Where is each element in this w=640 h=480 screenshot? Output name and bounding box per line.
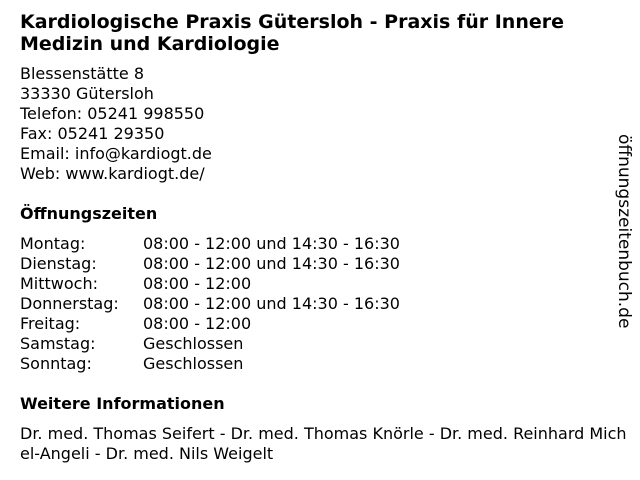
hours-row-wednesday: [20, 274, 400, 294]
hours-row-tuesday: [20, 254, 400, 274]
address-block: [20, 64, 212, 184]
website-address: Web: www.kardiogt.de/: [20, 164, 205, 183]
day-label: Sonntag:: [20, 354, 92, 373]
email-address: Email: info@kardiogt.de: [20, 144, 212, 163]
time-value: Geschlossen: [143, 354, 244, 373]
day-label: Donnerstag:: [20, 294, 119, 313]
hours-row-monday: [20, 234, 400, 254]
time-value: 08:00 - 12:00: [143, 274, 252, 293]
day-label: Samstag:: [20, 334, 96, 353]
day-label: Freitag:: [20, 314, 81, 333]
page-title: Kardiologische Praxis Gütersloh - Praxis für Innere Medizin und Kardiologie: [20, 11, 564, 55]
time-value: 08:00 - 12:00 und 14:30 - 16:30: [143, 234, 400, 253]
time-value: 08:00 - 12:00 und 14:30 - 16:30: [143, 294, 400, 313]
further-info-heading: Weitere Informationen: [20, 394, 225, 413]
time-value: Geschlossen: [143, 334, 244, 353]
watermark-text: öffnungszeitenbuch.de: [614, 134, 634, 329]
day-label: Montag:: [20, 234, 86, 253]
time-value: 08:00 - 12:00: [143, 314, 252, 333]
hours-row-thursday: [20, 294, 400, 314]
phone-number: Telefon: 05241 998550: [20, 104, 205, 123]
city-address: 33330 Gütersloh: [20, 84, 154, 103]
day-label: Mittwoch:: [20, 274, 98, 293]
opening-hours-heading: Öffnungszeiten: [20, 204, 158, 223]
time-value: 08:00 - 12:00 und 14:30 - 16:30: [143, 254, 400, 273]
opening-hours-table: [20, 234, 400, 374]
fax-number: Fax: 05241 29350: [20, 124, 165, 143]
hours-row-friday: [20, 314, 400, 334]
street-address: Blessenstätte 8: [20, 64, 144, 83]
hours-row-saturday: [20, 334, 400, 354]
further-info-text: Dr. med. Thomas Seifert - Dr. med. Thomas Knörle - Dr. med. Reinhard Michel-Angeli - Dr. med. Nils Weigelt: [20, 424, 627, 463]
day-label: Dienstag:: [20, 254, 97, 273]
hours-row-sunday: [20, 354, 400, 374]
